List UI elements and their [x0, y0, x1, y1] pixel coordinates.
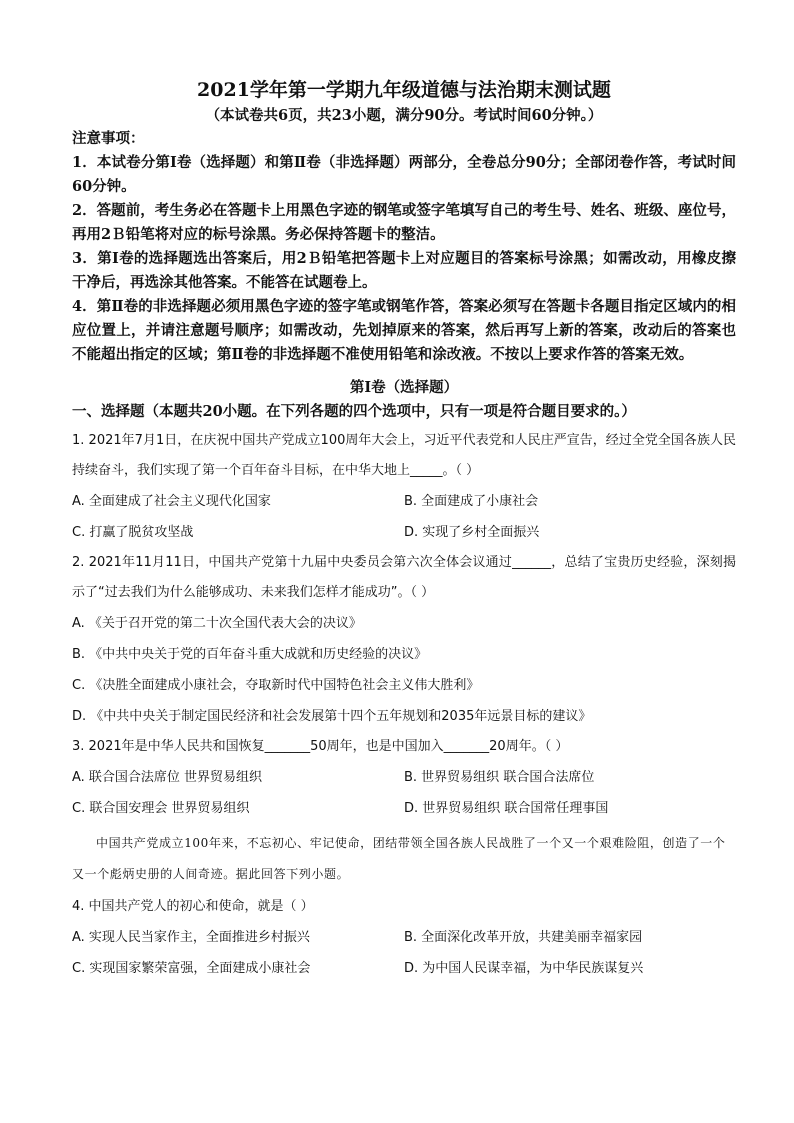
option-a: A. 实现人民当家作主，全面推进乡村振兴 [72, 930, 310, 945]
question-stem: 2. 2021年11月11日，中国共产党第十九届中央委员会第六次全体会议通过______，总结了宝贵历史经验，深刻揭示了“过去我们为什么能够成功、未来我们怎样才能成功”。（ ） [72, 555, 736, 600]
options-list [72, 486, 736, 548]
option-b: B. 世界贸易组织 联合国合法席位 [404, 770, 595, 785]
page-title: 2021学年第一学期九年级道德与法治期末测试题 [197, 79, 611, 101]
option-d: D. 为中国人民谋幸福，为中华民族谋复兴 [404, 961, 644, 976]
options-list [72, 762, 736, 824]
option-d: D. 《中共中央关于制定国民经济和社会发展第十四个五年规划和2035年远景目标的建议》 [72, 709, 592, 724]
page-subtitle: （本试卷共6页，共23小题，满分90分。考试时间60分钟。） [205, 107, 603, 124]
options-list [72, 608, 736, 732]
section-title: 第Ⅰ卷（选择题） [349, 379, 459, 396]
option-d: D. 世界贸易组织 联合国常任理事国 [404, 801, 609, 816]
option-b: B. 《中共中央关于党的百年奋斗重大成就和历史经验的决议》 [72, 647, 428, 662]
option-c: C. 打赢了脱贫攻坚战 [72, 525, 194, 540]
question-stem: 4. 中国共产党人的初心和使命，就是（ ） [72, 899, 314, 914]
question-stem: 1. 2021年7月1日，在庆祝中国共产党成立100周年大会上，习近平代表党和人民庄严宣告，经过全党全国各族人民持续奋斗，我们实现了第一个百年奋斗目标，在中华大地上_____。（ ） [72, 433, 736, 478]
option-a: A. 《关于召开党的第二十次全国代表大会的决议》 [72, 616, 362, 631]
section-intro: 一、选择题（本题共20小题。在下列各题的四个选项中，只有一项是符合题目要求的。） [72, 403, 636, 420]
option-c: C. 联合国安理会 世界贸易组织 [72, 801, 250, 816]
notice-item-2: 2．答题前，考生务必在答题卡上用黑色字迹的钢笔或签字笔填写自己的考生号、姓名、班级、座位号，再用2Ｂ铅笔将对应的标号涂黑。务必保持答题卡的整洁。 [72, 202, 736, 243]
question-4 [72, 892, 736, 984]
option-c: C. 《决胜全面建成小康社会，夺取新时代中国特色社会主义伟大胜利》 [72, 678, 480, 693]
option-d: D. 实现了乡村全面振兴 [404, 525, 540, 540]
notice-block [72, 127, 736, 367]
option-a: A. 联合国合法席位 世界贸易组织 [72, 770, 263, 785]
options-list [72, 922, 736, 984]
reading-material: 中国共产党成立100年来，不忘初心、牢记使命，团结带领全国各族人民战胜了一个又一个艰难险阻，创造了一个又一个彪炳史册的人间奇迹。据此回答下列小题。 [72, 836, 726, 881]
notice-item-4: 4．第Ⅱ卷的非选择题必须用黑色字迹的签字笔或钢笔作答，答案必须写在答题卡各题目指定区域内的相应位置上，并请注意题号顺序；如需改动，先划掉原来的答案，然后再写上新的答案，改动后的答案也不能超出指定的区域；第Ⅱ卷的非选择题不准使用铅笔和涂改液。不按以上要求作答的答案无效。 [72, 298, 736, 363]
question-stem: 3. 2021年是中华人民共和国恢复_______50周年，也是中国加入_______20周年。（ ） [72, 739, 569, 754]
option-c: C. 实现国家繁荣富强，全面建成小康社会 [72, 961, 311, 976]
question-2 [72, 548, 736, 732]
question-1 [72, 426, 736, 548]
option-b: B. 全面建成了小康社会 [404, 494, 539, 509]
notice-heading: 注意事项： [72, 130, 145, 147]
notice-item-3: 3．第Ⅰ卷的选择题选出答案后，用2Ｂ铅笔把答题卡上对应题目的答案标号涂黑；如需改动，用橡皮擦干净后，再选涂其他答案。不能答在试题卷上。 [72, 250, 736, 291]
option-a: A. 全面建成了社会主义现代化国家 [72, 494, 271, 509]
option-b: B. 全面深化改革开放，共建美丽幸福家园 [404, 930, 643, 945]
notice-item-1: 1．本试卷分第Ⅰ卷（选择题）和第Ⅱ卷（非选择题）两部分，全卷总分90分；全部闭卷作答，考试时间60分钟。 [72, 154, 736, 195]
question-3 [72, 732, 736, 824]
